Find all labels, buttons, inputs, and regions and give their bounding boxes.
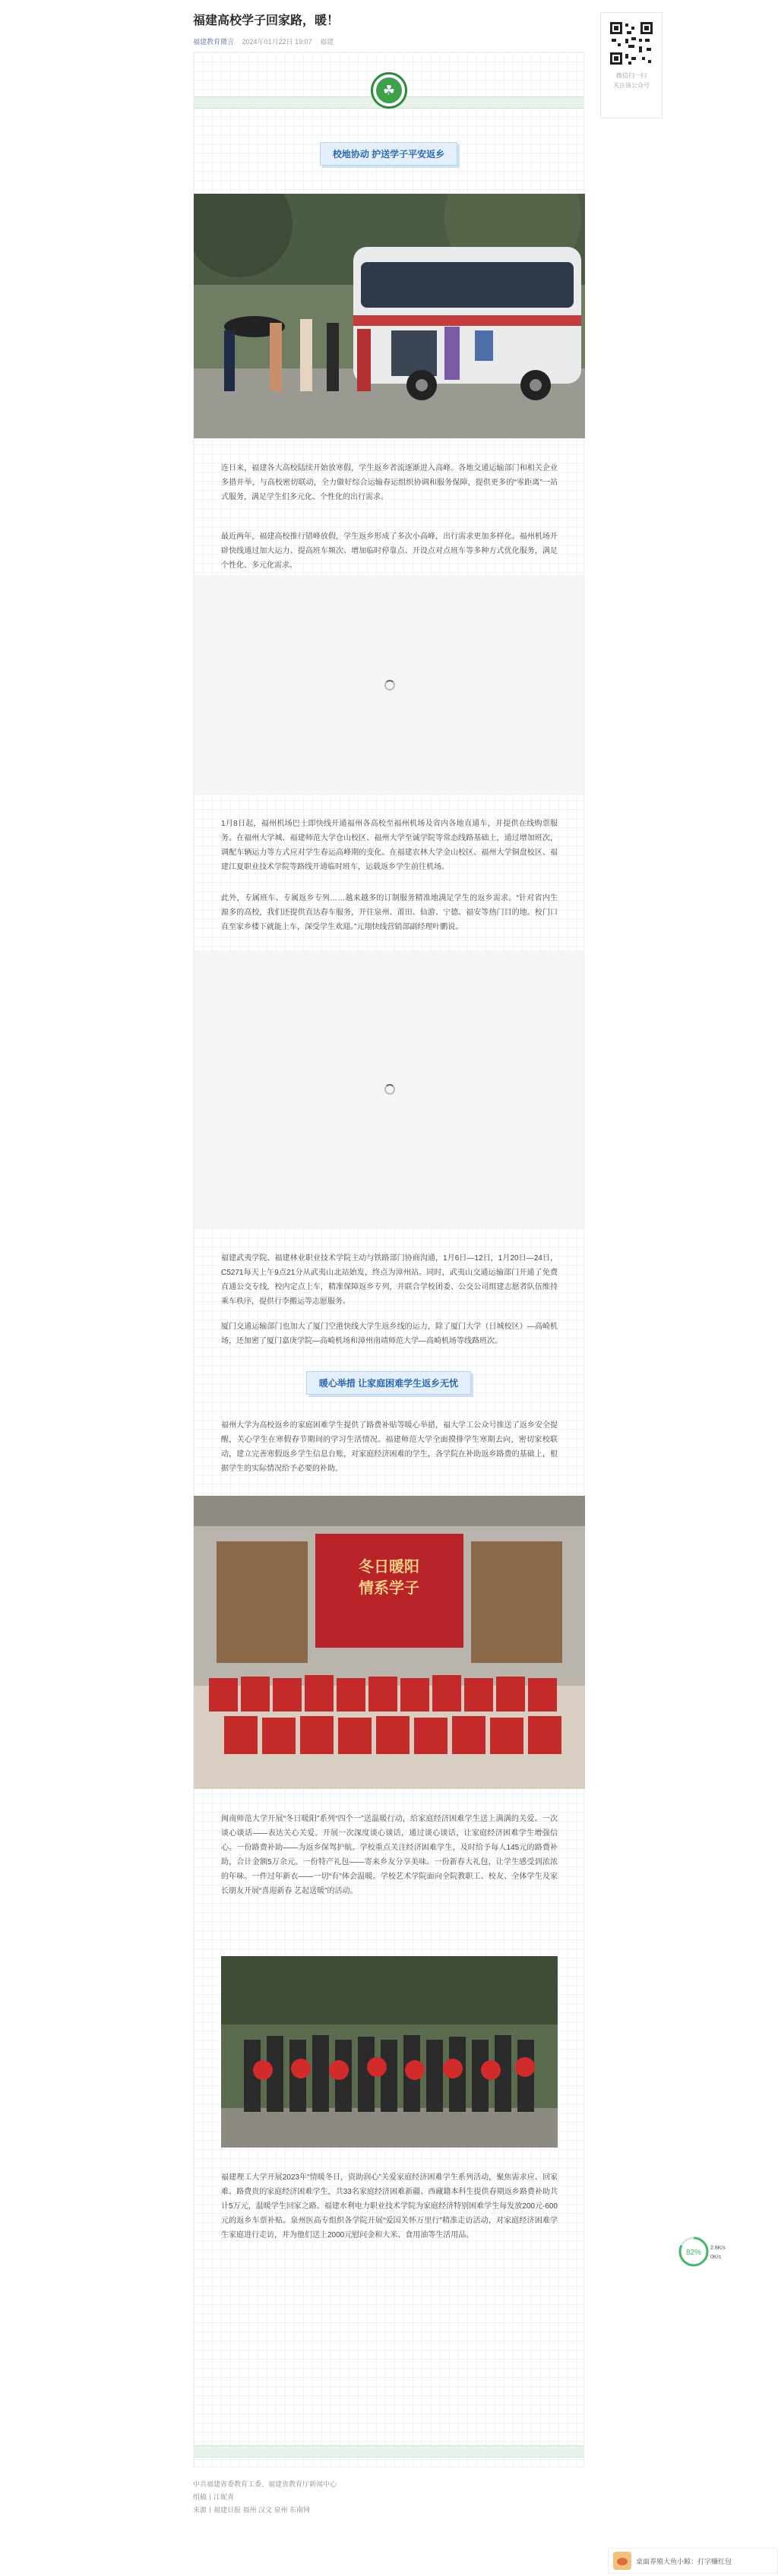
paragraph-6: 厦门交通运输部门也加大了厦门空港快线大学生返乡线的运力，除了厦门大学（日城校区）—高崎机场，还加密了厦门嘉庚学院—高崎机场和漳州南靖师范大学—高崎机场等线路班次。 (221, 1323, 558, 1345)
paragraph-2: 最近两年，福建高校推行错峰放假，学生返乡形成了多次小高峰，出行需求更加多样化。福州机场开辟快线通过加大运力、提高班车频次、增加临时停靠点、开设点对点班车等多种方式优化服务，满足个性化、多元化需求。 (221, 533, 558, 570)
gift-ceremony-photo (194, 1496, 585, 1789)
footer-origin: 来源丨福建日报 福州 汉文 泉州 东南网 (193, 2506, 311, 2514)
footer-editor: 组稿丨江妮青 (193, 2493, 235, 2501)
qr-caption-1: 微信扫一扫 (616, 72, 647, 79)
education-logo (371, 72, 407, 109)
tree-icon: ☘ (376, 77, 402, 103)
paragraph-8: 闽南师范大学开展“冬日暖阳”系列“四个一”送温暖行动，给家庭经济困难学生送上满满的关爱。一次谈心谈话——表达关心关爱。开展一次深度谈心谈话，通过谈心谈话，让家庭经济困难学生增强信心。一份路费补助——为返乡保驾护航。学校重点关注经济困难学生，及时给予每人145元的路费补助，合计金额5万余元。一份特产礼包——寄来乡友分享美味。一份新春大礼包，让学生感受到浓浓的年味。一件过年新衣——一切“有”体会温暖。学校艺术学院面向全院教职工、校友、全体学生及家长朋友开展“喜迎新春 艺起送暖”的活动。 (221, 1815, 558, 1895)
taskbar-notification[interactable] (608, 2548, 778, 2574)
qr-caption-2: 关注该公众号 (613, 82, 650, 89)
video-player-2[interactable] (194, 950, 585, 1228)
publish-location: 福建 (320, 38, 334, 46)
paragraph-5: 福建武夷学院、福建林业职业技术学院主动与铁路部门协商沟通，1月6日—12日，1月20日—24日，C5271每天上午9点21分从武夷山北站始发，终点为漳州站。同时，武夷山交通运输部门开通了免费直通公交专线，校内定点上车，精准保障返乡专列，并联合学校团委、公交公司组建志愿者队伍维持乘车秩序，提供行李搬运等志愿服务。 (221, 1254, 558, 1306)
group-photo (221, 1956, 558, 2148)
footer-source: 中共福建省委教育工委、福建省教育厅新闻中心 (193, 2480, 337, 2488)
banner-line2: 情系学子 (359, 1580, 419, 1597)
footer-info (193, 2478, 584, 2517)
qr-code-panel (600, 12, 663, 119)
section-title-1: 校地协动 护送学子平安返乡 (194, 142, 584, 166)
paragraph-7: 福州大学为高校返乡的家庭困难学生提供了路费补贴等暖心举措，福大学工公众号推送了返乡安全提醒，关心学生在寒假春节期间的学习生活情况。福建师范大学全面摸排学生寒期去向，密切家校联动，建立完善寒假返乡学生信息台账，对家庭经济困难的学生，各学院在补助返乡路费的基础上，根据学生的实际情况给予必要的补助。 (221, 1421, 558, 1473)
video-player-1[interactable] (194, 575, 585, 795)
loading-spinner-icon (384, 1084, 395, 1095)
article-meta (193, 36, 584, 47)
article-title: 福建高校学子回家路，暖！ (193, 14, 340, 27)
publish-time: 2024年01月22日 19:07 (242, 38, 312, 46)
banner-line1: 冬日暖阳 (359, 1559, 419, 1576)
memory-percent: 82% (685, 2249, 702, 2257)
paragraph-1: 连日来，福建各大高校陆续开始放寒假，学生返乡者流逐渐进入高峰。各地交通运输部门和相关企业多措并举，与高校密切联动，全力做好综合运输春运组织协调和服务保障，提供更多的“零距离”一站式服务，满足学生们多元化、个性化的出行需求。 (221, 464, 558, 501)
article-content (193, 52, 584, 2467)
section-title-2: 暖心举措 让家庭困难学生返乡无忧 (194, 1371, 584, 1395)
qr-code-icon (609, 21, 654, 66)
taskbar-label: 桌面养殖大鱼小鲸：打字赚红包 (636, 2557, 732, 2565)
upload-speed: 2.8K/s (710, 2246, 726, 2251)
loading-spinner-icon (384, 680, 395, 691)
paragraph-3: 1月8日起，福州机场巴士即快线开通福州各高校至福州机场及省内各地直通车，并提供在线购票服务。在福州大学城、福建师范大学仓山校区、福州大学至诚学院等常态线路基础上，通过增加班次，调配车辆运力等方式应对学生春运高峰期的变化。在福建农林大学金山校区、福州大学铜盘校区、福建江夏职业技术学院等路线开通临时班车，运载返乡学生前往机场。 (221, 820, 558, 871)
bus-photo (194, 194, 585, 438)
network-speed-widget[interactable] (678, 2230, 732, 2274)
account-link[interactable]: 福建教育微言 (193, 38, 235, 46)
download-speed: 0K/s (710, 2255, 722, 2260)
paragraph-9: 福建理工大学开展2023年“情暖冬日，资助润心”关爱家庭经济困难学生系列活动，聚焦需求应、回家难、路费贵的家庭经济困难学生，共33名家庭经济困难新疆、西藏籍本科生提供春期返乡路费补助共计5万元，温暖学生回家之路。福建水利电力职业技术学院为家庭经济特别困难学生每发放200元-600元的返乡车票补贴。泉州医高专组织各学院开展“爱国关怀万里行”精准走访活动，对家庭经济困难学生家庭进行走访，并为他们送上2000元慰问金和大米、食用油等生活用品。 (221, 2173, 558, 2239)
fish-icon (613, 2552, 631, 2570)
article (193, 0, 584, 2239)
footer-strip (194, 2445, 584, 2457)
paragraph-4: 此外，专属班车、专属返乡专列……越来越多的订制服务精准地满足学生的返乡需求。“针对省内生源多的高校，我们还提供直达春车服务，开往泉州、莆田、仙游、宁德、福安等热门目的地。校门口直至家乡楼下就能上车，深受学生欢迎。”元翔快线营销部副经理叶鹏说。 (221, 894, 558, 931)
